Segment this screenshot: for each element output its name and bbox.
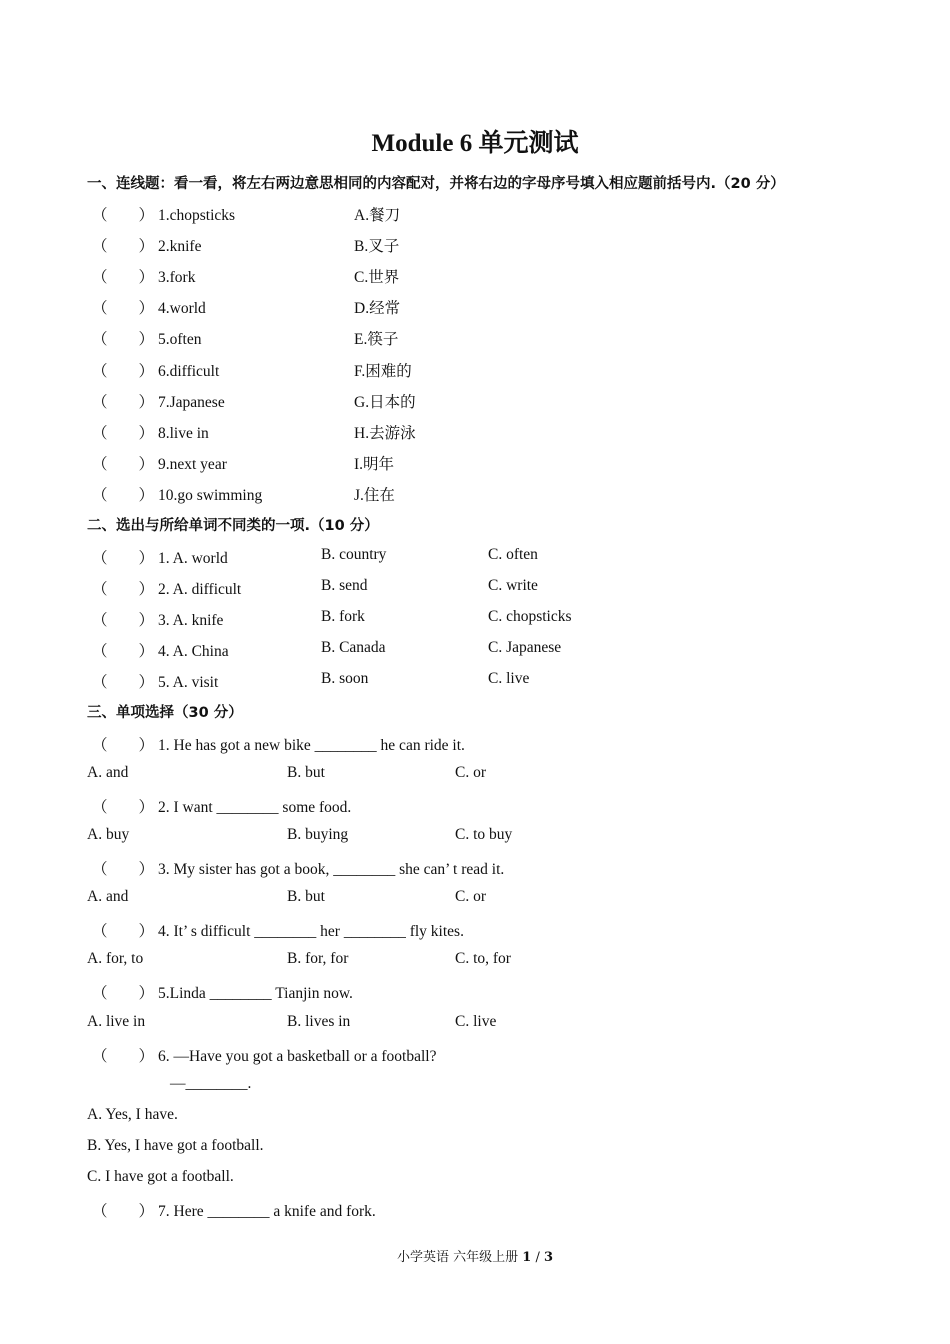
answer-bracket[interactable]: （ ） — [92, 643, 155, 661]
matching-row — [92, 421, 209, 443]
matching-row — [92, 483, 262, 505]
matching-row — [92, 452, 227, 474]
option-b: B. for, for — [287, 950, 349, 967]
option-a: A. for, to — [87, 950, 144, 967]
option-c: C. or — [455, 764, 486, 781]
matching-row — [92, 296, 206, 318]
answer-bracket[interactable]: （ ） — [92, 424, 155, 442]
option-a: 4. A. China — [158, 643, 229, 661]
section2-heading: 二、选出与所给单词不同类的一项.（10 分） — [87, 518, 379, 534]
matching-right: C.世界 — [354, 269, 400, 287]
matching-right: B.叉子 — [354, 238, 400, 256]
option-c: C. to, for — [455, 950, 511, 967]
matching-left: 9.next year — [158, 455, 227, 473]
option-c: C. live — [455, 1013, 497, 1030]
question-stem: 1. He has got a new bike ________ he can ride it. — [158, 737, 465, 754]
matching-left: 4.world — [158, 300, 206, 318]
answer-bracket[interactable]: （ ） — [92, 985, 155, 1002]
option-c: C. live — [488, 670, 530, 688]
answer-bracket[interactable]: （ ） — [92, 1048, 155, 1065]
option-c: C. to buy — [455, 826, 513, 843]
option-a: A. live in — [87, 1013, 146, 1030]
matching-row — [92, 234, 201, 256]
matching-right: J.住在 — [354, 486, 395, 504]
option-c: C. write — [488, 577, 538, 595]
answer-bracket[interactable]: （ ） — [92, 550, 155, 567]
answer-bracket[interactable]: （ ） — [92, 923, 155, 940]
matching-right: D.经常 — [354, 300, 401, 318]
question-5 — [92, 981, 353, 1003]
matching-left: 6.difficult — [158, 362, 220, 380]
question-stem: 5.Linda ________ Tianjin now. — [158, 985, 353, 1002]
question-stem: 6. —Have you got a basketball or a football? — [158, 1048, 437, 1065]
matching-row — [92, 327, 201, 349]
answer-bracket[interactable]: （ ） — [92, 674, 155, 692]
matching-left: 7.Japanese — [158, 393, 225, 411]
page-number: 1 — [522, 1250, 532, 1265]
option-c: C. Japanese — [488, 639, 562, 657]
answer-bracket[interactable]: （ ） — [92, 331, 155, 349]
option-b: B. buying — [287, 826, 349, 843]
question-stem: 3. My sister has got a book, ________ she can’ t read it. — [158, 861, 505, 878]
answer-line: —________. — [170, 1075, 252, 1092]
option-b: B. lives in — [287, 1013, 351, 1030]
option-c: C. I have got a football. — [87, 1168, 234, 1185]
matching-left: 2.knife — [158, 238, 202, 256]
odd-one-out-row — [92, 546, 228, 568]
option-a: A. and — [87, 764, 129, 781]
option-b: B. Canada — [321, 639, 386, 657]
section3-heading: 三、单项选择（30 分） — [87, 705, 243, 721]
option-b: B. Yes, I have got a football. — [87, 1137, 264, 1154]
question-stem: 4. It’ s difficult ________ her ________ fly kites. — [158, 923, 464, 940]
matching-right: E.筷子 — [354, 331, 399, 349]
question-7 — [92, 1199, 376, 1221]
page-total: 3 — [543, 1250, 554, 1265]
option-b: B. fork — [321, 608, 365, 626]
section1-heading: 一、连线题：看一看，将左右两边意思相同的内容配对，并将右边的字母序号填入相应题前括号内.（20 分） — [87, 176, 785, 192]
answer-bracket[interactable]: （ ） — [92, 455, 155, 473]
footer-text: 小学英语 六年级上册 — [396, 1250, 519, 1265]
answer-bracket[interactable]: （ ） — [92, 362, 155, 380]
answer-bracket[interactable]: （ ） — [92, 238, 155, 256]
page-footer — [0, 1246, 950, 1265]
option-c: C. often — [488, 546, 538, 563]
matching-left: 5.often — [158, 331, 202, 349]
odd-one-out-row — [92, 639, 229, 661]
answer-bracket[interactable]: （ ） — [92, 300, 155, 318]
option-a: A. and — [87, 888, 129, 905]
matching-right: I.明年 — [354, 455, 395, 473]
page-separator: / — [535, 1250, 540, 1265]
matching-right: H.去游泳 — [354, 424, 416, 442]
answer-bracket[interactable]: （ ） — [92, 861, 155, 878]
matching-right: F.困难的 — [354, 362, 412, 380]
question-stem: 2. I want ________ some food. — [158, 799, 352, 816]
option-b: B. soon — [321, 670, 369, 688]
matching-row — [92, 390, 225, 412]
answer-bracket[interactable]: （ ） — [92, 207, 155, 224]
option-a: A. Yes, I have. — [87, 1106, 178, 1123]
odd-one-out-row — [92, 608, 223, 630]
option-a: 5. A. visit — [158, 674, 219, 692]
answer-bracket[interactable]: （ ） — [92, 486, 155, 504]
matching-right: G.日本的 — [354, 393, 416, 411]
answer-bracket[interactable]: （ ） — [92, 393, 155, 411]
answer-bracket[interactable]: （ ） — [92, 1203, 155, 1220]
question-stem: 7. Here ________ a knife and fork. — [158, 1203, 376, 1220]
question-4 — [92, 919, 464, 941]
matching-left: 1.chopsticks — [158, 207, 236, 224]
option-b: B. but — [287, 764, 325, 781]
question-3 — [92, 857, 504, 879]
option-c: C. chopsticks — [488, 608, 572, 626]
answer-bracket[interactable]: （ ） — [92, 581, 155, 599]
question-2 — [92, 795, 351, 817]
matching-left: 8.live in — [158, 424, 209, 442]
question-1 — [92, 733, 465, 755]
option-c: C. or — [455, 888, 486, 905]
answer-bracket[interactable]: （ ） — [92, 269, 155, 287]
option-b: B. but — [287, 888, 325, 905]
answer-bracket[interactable]: （ ） — [92, 737, 155, 754]
option-b: B. send — [321, 577, 368, 595]
matching-row — [92, 203, 235, 225]
matching-left: 3.fork — [158, 269, 196, 287]
matching-left: 10.go swimming — [158, 486, 263, 504]
matching-right: A.餐刀 — [354, 207, 401, 224]
option-a: 1. A. world — [158, 550, 228, 567]
matching-row — [92, 265, 195, 287]
option-b: B. country — [321, 546, 387, 563]
odd-one-out-row — [92, 670, 218, 692]
option-a: A. buy — [87, 826, 130, 843]
answer-bracket[interactable]: （ ） — [92, 799, 155, 816]
answer-bracket[interactable]: （ ） — [92, 612, 155, 630]
page-title: Module 6 单元测试 — [371, 130, 579, 157]
question-6 — [92, 1044, 437, 1066]
option-a: 2. A. difficult — [158, 581, 242, 599]
matching-row — [92, 359, 219, 381]
option-a: 3. A. knife — [158, 612, 224, 630]
odd-one-out-row — [92, 577, 241, 599]
